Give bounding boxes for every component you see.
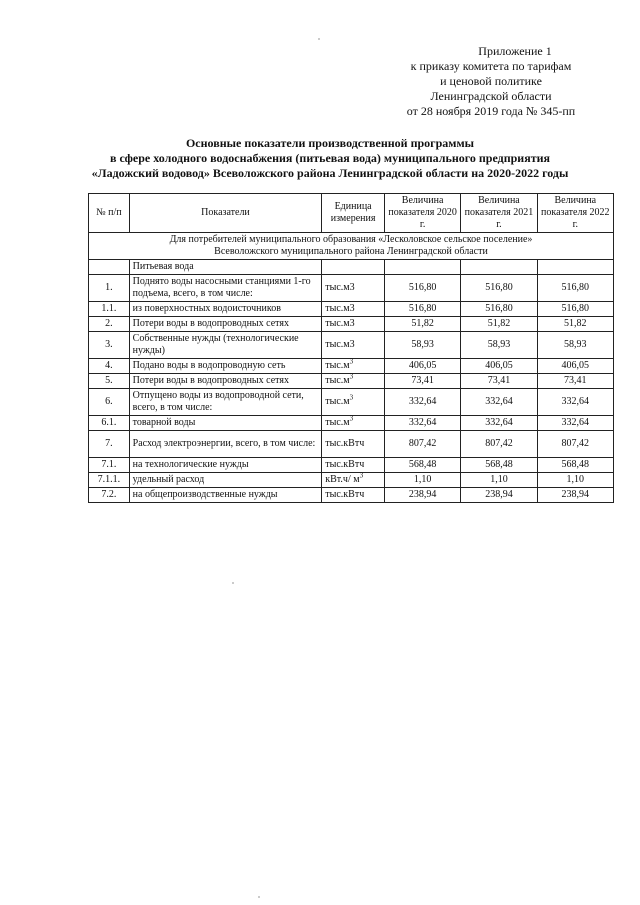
unit-text: тыс.м3 [325, 318, 355, 329]
table-row [89, 458, 614, 473]
row-value-2020: 51,82 [384, 317, 460, 332]
row-num: 5. [89, 374, 130, 389]
unit-text: тыс.м [325, 375, 350, 386]
subsection-empty-cell [537, 260, 613, 275]
table-row [89, 389, 614, 416]
row-num: 4. [89, 359, 130, 374]
row-value-2022: 332,64 [537, 389, 613, 416]
appendix-block [360, 44, 600, 119]
row-value-2020: 568,48 [384, 458, 460, 473]
table-row [89, 488, 614, 503]
row-value-2022: 73,41 [537, 374, 613, 389]
row-value-2022: 516,80 [537, 302, 613, 317]
row-unit [322, 275, 385, 302]
table-row [89, 332, 614, 359]
row-value-2021: 73,41 [461, 374, 537, 389]
row-value-2020: 238,94 [384, 488, 460, 503]
unit-text: тыс.м3 [325, 282, 355, 293]
row-value-2021: 238,94 [461, 488, 537, 503]
row-value-2022: 1,10 [537, 473, 613, 488]
row-value-2021: 568,48 [461, 458, 537, 473]
row-value-2020: 516,80 [384, 302, 460, 317]
scan-speck [258, 896, 260, 898]
appendix-line: Ленинградской области [430, 89, 552, 103]
header-2021: Величина показателя 2021 г. [461, 194, 537, 233]
row-value-2020: 73,41 [384, 374, 460, 389]
unit-text: тыс.м [325, 396, 350, 407]
row-value-2022: 51,82 [537, 317, 613, 332]
title-line: «Ладожский водовод» Всеволожского района Ленинградской области на 2020-2022 годы [91, 166, 569, 180]
row-name: из поверхностных водоисточников [129, 302, 322, 317]
row-unit [322, 302, 385, 317]
row-unit [322, 359, 385, 374]
row-value-2020: 1,10 [384, 473, 460, 488]
row-unit [322, 317, 385, 332]
row-value-2022: 568,48 [537, 458, 613, 473]
row-value-2020: 406,05 [384, 359, 460, 374]
subsection-label: Питьевая вода [129, 260, 322, 275]
row-unit [322, 374, 385, 389]
row-name: на общепроизводственные нужды [129, 488, 322, 503]
row-value-2022: 807,42 [537, 431, 613, 458]
subsection-num-cell [89, 260, 130, 275]
table-row [89, 431, 614, 458]
header-2020: Величина показателя 2020 г. [384, 194, 460, 233]
row-name: Отпущено воды из водопроводной сети, всего, в том числе: [129, 389, 322, 416]
unit-text: тыс.м3 [325, 303, 355, 314]
table-row [89, 317, 614, 332]
row-value-2020: 332,64 [384, 416, 460, 431]
unit-text: тыс.м [325, 417, 350, 428]
row-value-2021: 406,05 [461, 359, 537, 374]
row-value-2020: 332,64 [384, 389, 460, 416]
row-value-2022: 516,80 [537, 275, 613, 302]
row-name: Потери воды в водопроводных сетях [129, 317, 322, 332]
row-unit [322, 416, 385, 431]
row-num: 7.1. [89, 458, 130, 473]
row-unit [322, 332, 385, 359]
row-value-2021: 332,64 [461, 389, 537, 416]
unit-text: кВт.ч/ м [325, 474, 360, 485]
scan-speck [318, 38, 320, 40]
row-value-2021: 807,42 [461, 431, 537, 458]
header-num: № п/п [89, 194, 130, 233]
title-line: Основные показатели производственной программы [185, 136, 475, 150]
table-row [89, 302, 614, 317]
row-num: 1.1. [89, 302, 130, 317]
row-value-2021: 516,80 [461, 302, 537, 317]
unit-superscript: 3 [349, 414, 354, 423]
header-name: Показатели [129, 194, 322, 233]
indicators-table [88, 193, 614, 503]
table-row [89, 359, 614, 374]
unit-text: тыс.кВтч [325, 489, 365, 500]
table-row [89, 275, 614, 302]
row-num: 2. [89, 317, 130, 332]
row-unit [322, 389, 385, 416]
row-value-2022: 406,05 [537, 359, 613, 374]
row-value-2022: 238,94 [537, 488, 613, 503]
row-value-2021: 51,82 [461, 317, 537, 332]
row-value-2020: 807,42 [384, 431, 460, 458]
subsection-empty-cell [322, 260, 385, 275]
unit-text: тыс.м [325, 360, 350, 371]
row-value-2020: 58,93 [384, 332, 460, 359]
row-name: Потери воды в водопроводных сетях [129, 374, 322, 389]
appendix-line: от 28 ноября 2019 года № 345-пп [406, 104, 576, 118]
unit-superscript: 3 [349, 372, 354, 381]
subsection-empty-cell [384, 260, 460, 275]
unit-text: тыс.м3 [325, 339, 355, 350]
row-name: Собственные нужды (технологические нужды) [129, 332, 322, 359]
row-unit [322, 431, 385, 458]
header-unit: Единица измерения [322, 194, 385, 233]
row-num: 6. [89, 389, 130, 416]
table-row [89, 374, 614, 389]
appendix-line: Приложение 1 [478, 44, 552, 58]
appendix-line: и ценовой политике [440, 74, 542, 88]
row-unit [322, 473, 385, 488]
unit-superscript: 3 [359, 471, 364, 480]
section-row [89, 233, 614, 260]
subsection-row [89, 260, 614, 275]
row-name: Подано воды в водопроводную сеть [129, 359, 322, 374]
row-value-2021: 1,10 [461, 473, 537, 488]
table-header-row [89, 194, 614, 233]
row-name: Расход электроэнергии, всего, в том числе: [129, 431, 322, 458]
unit-superscript: 3 [349, 393, 354, 402]
document-title [60, 136, 600, 181]
scan-speck [232, 582, 234, 584]
appendix-line: к приказу комитета по тарифам [410, 59, 572, 73]
section-caption [89, 233, 614, 260]
row-name: на технологические нужды [129, 458, 322, 473]
row-num: 6.1. [89, 416, 130, 431]
row-name: товарной воды [129, 416, 322, 431]
row-value-2022: 332,64 [537, 416, 613, 431]
row-value-2020: 516,80 [384, 275, 460, 302]
row-num: 7. [89, 431, 130, 458]
row-value-2022: 58,93 [537, 332, 613, 359]
unit-superscript: 3 [349, 357, 354, 366]
unit-text: тыс.кВтч [325, 459, 365, 470]
row-value-2021: 516,80 [461, 275, 537, 302]
unit-text: тыс.кВтч [325, 438, 365, 449]
title-line: в сфере холодного водоснабжения (питьевая вода) муниципального предприятия [109, 151, 551, 165]
table-row [89, 416, 614, 431]
row-num: 3. [89, 332, 130, 359]
row-num: 7.1.1. [89, 473, 130, 488]
row-name: удельный расход [129, 473, 322, 488]
subsection-empty-cell [461, 260, 537, 275]
section-line: Всеволожского муниципального района Ленинградской области [214, 246, 488, 257]
row-unit [322, 488, 385, 503]
row-value-2021: 332,64 [461, 416, 537, 431]
section-line: Для потребителей муниципального образования «Лесколовское сельское поселение» [169, 234, 533, 245]
row-num: 1. [89, 275, 130, 302]
row-name: Поднято воды насосными станциями 1-го подъема, всего, в том числе: [129, 275, 322, 302]
header-2022: Величина показателя 2022 г. [537, 194, 613, 233]
row-num: 7.2. [89, 488, 130, 503]
table-row [89, 473, 614, 488]
row-unit [322, 458, 385, 473]
row-value-2021: 58,93 [461, 332, 537, 359]
